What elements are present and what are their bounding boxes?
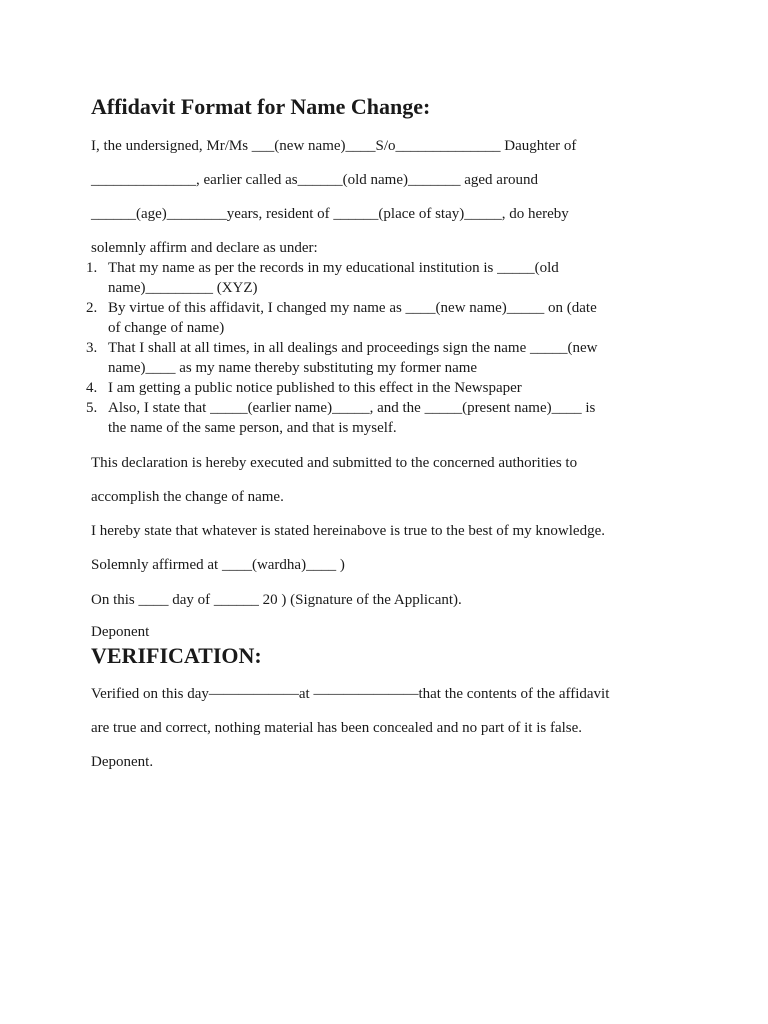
list-item-number: 1. (86, 260, 98, 276)
intro-line-3: ______(age)________years, resident of ______(place of stay)_____, do hereby (91, 206, 569, 222)
verification-deponent: Deponent. (91, 754, 154, 770)
intro-line-4: solemnly affirm and declare as under: (91, 240, 318, 256)
list-item-text: That my name as per the records in my educational institution is _____(old name)_________ (XYZ) (108, 260, 559, 296)
date-signature-line: On this ____ day of ______ 20 ) (Signature of the Applicant). (91, 592, 462, 608)
list-item-number: 5. (86, 400, 98, 416)
intro-line-2: ______________, earlier called as______(old name)_______ aged around (91, 172, 538, 188)
list-item-number: 4. (86, 380, 98, 396)
list-item-number: 2. (86, 300, 98, 316)
affirmed-at-line: Solemnly affirmed at ____(wardha)____ ) (91, 557, 345, 573)
list-item (86, 298, 686, 338)
verification-heading: VERIFICATION: (91, 643, 262, 668)
knowledge-statement: I hereby state that whatever is stated hereinabove is true to the best of my knowledge. (91, 523, 605, 539)
declaration-line-1: This declaration is hereby executed and submitted to the concerned authorities to (91, 455, 578, 471)
list-item-text: That I shall at all times, in all dealings and proceedings sign the name _____(new name)____ as my name thereby substituting my former name (108, 340, 598, 376)
list-item (86, 338, 686, 378)
declaration-list (86, 258, 686, 438)
list-item-text: Also, I state that _____(earlier name)_____, and the _____(present name)____ is the name of the same person, and that is myself. (108, 400, 596, 436)
deponent-label: Deponent (91, 624, 150, 640)
list-item-text: By virtue of this affidavit, I changed my name as ____(new name)_____ on (date of change of name) (108, 300, 597, 336)
verification-line-1: Verified on this day——————at ———————that the contents of the affidavit (91, 686, 610, 702)
list-item (86, 378, 686, 398)
intro-line-1: I, the undersigned, Mr/Ms ___(new name)____S/o______________ Daughter of (91, 138, 577, 154)
list-item-text: I am getting a public notice published to this effect in the Newspaper (108, 380, 522, 396)
document-title: Affidavit Format for Name Change: (91, 94, 431, 119)
list-item (86, 258, 686, 298)
verification-line-2: are true and correct, nothing material has been concealed and no part of it is false. (91, 720, 583, 736)
declaration-line-2: accomplish the change of name. (91, 489, 284, 505)
list-item-number: 3. (86, 340, 98, 356)
list-item (86, 398, 686, 438)
